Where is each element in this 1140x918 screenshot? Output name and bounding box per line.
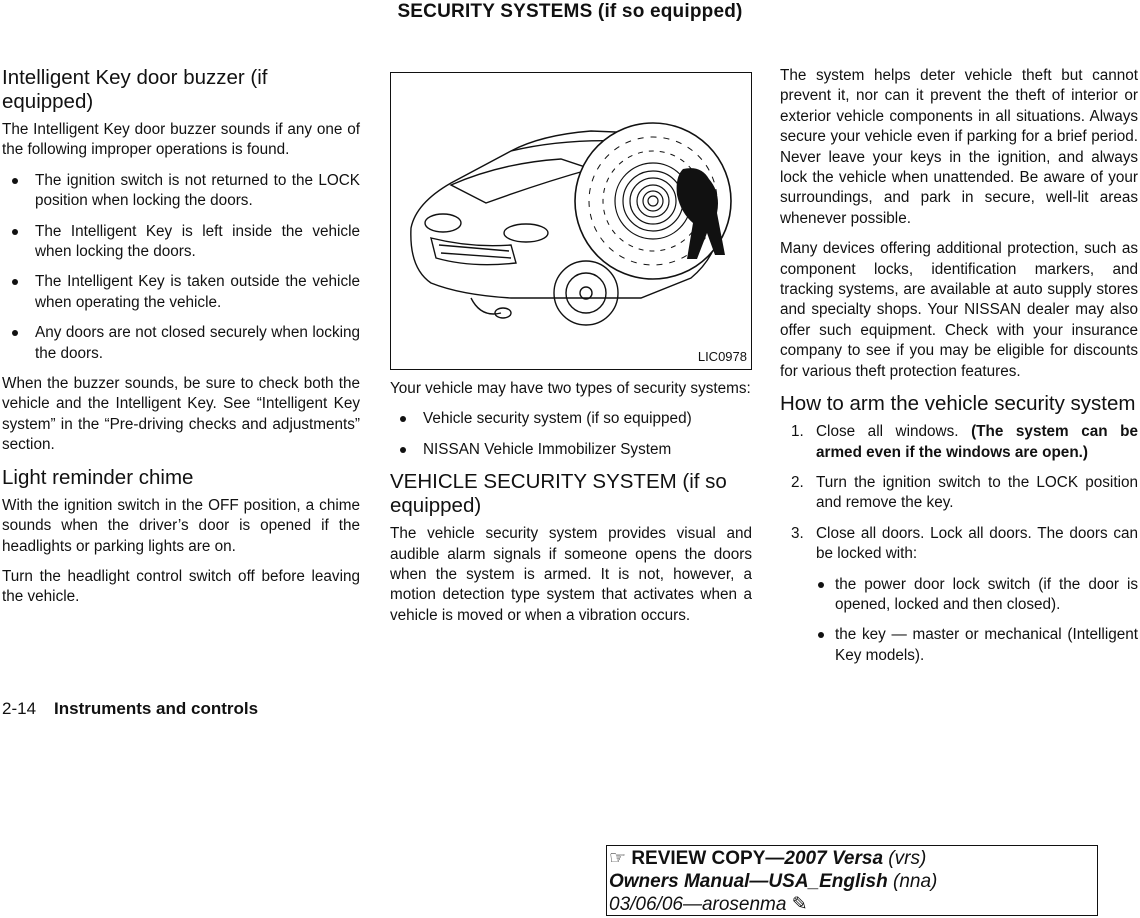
list-item: NISSAN Vehicle Immobilizer System bbox=[390, 440, 752, 460]
security-intro: Your vehicle may have two types of security systems: bbox=[390, 380, 751, 397]
car-alarm-drawing bbox=[391, 73, 751, 369]
headlight bbox=[504, 224, 548, 242]
windshield bbox=[451, 159, 591, 203]
pointing-hand-icon: ☞ bbox=[609, 848, 627, 869]
chime-p2: Turn the headlight control switch off before leaving the vehicle. bbox=[2, 567, 360, 606]
vss-text: The vehicle security system provides visual and audible alarm signals if someone opens the doors when the system is armed. It is not, however, a motion detection type system that activates when a vehicle is moved or when a vibration occurs. bbox=[390, 525, 752, 624]
list-item: The Intelligent Key is taken outside the vehicle when operating the vehicle. bbox=[2, 272, 360, 313]
list-item: The Intelligent Key is left inside the vehicle when locking the doors. bbox=[2, 222, 360, 263]
chime-p1: With the ignition switch in the OFF position, a chime sounds when the driver’s door is opened if the headlights or parking lights are on. bbox=[2, 496, 360, 555]
step-item: 2. Turn the ignition switch to the LOCK position and remove the key. bbox=[791, 473, 1138, 512]
list-item: the key — master or mechanical (Intelligent Key models). bbox=[816, 625, 1138, 666]
buzzer-heading: Intelligent Key door buzzer (if equipped) bbox=[2, 66, 268, 113]
review-copy-box: ☞ REVIEW COPY—2007 Versa (vrs) Owners Manual—USA_English (nna) 03/06/06—arosenma ✎ bbox=[606, 845, 1098, 916]
list-item: the power door lock switch (if the door is opened, locked and then closed). bbox=[816, 575, 1138, 616]
step-note: (The system can be armed even if the windows are open.) bbox=[816, 423, 1139, 461]
security-types-list bbox=[390, 409, 752, 460]
page-footer bbox=[2, 699, 258, 719]
page-header: SECURITY SYSTEMS (if so equipped) bbox=[397, 1, 743, 22]
arm-steps bbox=[780, 422, 1138, 666]
list-item: Vehicle security system (if so equipped) bbox=[390, 409, 752, 429]
devices-paragraph: Many devices offering additional protection, such as component locks, identification markers, and tracking systems, are available at auto supply stores and specialty shops. Your NISSAN dealer may also offer such equipment. Check with your insurance company to see if you may be eligible for discounts for various theft protection features. bbox=[780, 240, 1138, 380]
car-illustration bbox=[390, 72, 752, 370]
column-right bbox=[780, 66, 1138, 676]
buzzer-intro: The Intelligent Key door buzzer sounds if any one of the following improper operations is found. bbox=[2, 121, 360, 159]
vss-heading: VEHICLE SECURITY SYSTEM (if so equipped) bbox=[390, 470, 727, 518]
arm-heading: How to arm the vehicle security system bbox=[780, 392, 1136, 416]
list-item: Any doors are not closed securely when locking the doors. bbox=[2, 323, 360, 364]
buzzer-after: When the buzzer sounds, be sure to check both the vehicle and the Intelligent Key. See “Intelligent Key system” in the “Pre-driving checks and adjustments” section. bbox=[2, 375, 360, 454]
step-item: 3. Close all doors. Lock all doors. The doors can be locked with: the power door lock switch (if the door is opened, locked and then closed). the key — master or mechanical (Intelligent Key models). bbox=[780, 524, 1138, 666]
figure-label: LIC0978 bbox=[697, 348, 747, 364]
list-item: The ignition switch is not returned to the LOCK position when locking the doors. bbox=[2, 171, 360, 212]
column-left bbox=[2, 66, 360, 618]
writing-hand-icon: ✎ bbox=[791, 894, 808, 915]
wheel bbox=[554, 261, 618, 325]
column-middle bbox=[390, 66, 752, 636]
deter-paragraph: The system helps deter vehicle theft but cannot prevent it, nor can it prevent the theft of interior or exterior vehicle components in all situations. Always secure your vehicle even if parking for a brief period. Never leave your keys in the ignition, and always lock the vehicle when unattended. Be aware of your surroundings, and park in secure, well-lit areas whenever possible. bbox=[780, 67, 1138, 227]
chime-heading: Light reminder chime bbox=[2, 465, 194, 489]
step-item: 1. Close all windows. (The system can be armed even if the windows are open.) bbox=[791, 423, 1139, 461]
grille bbox=[431, 238, 516, 265]
headlight bbox=[425, 214, 461, 232]
section-name: Instruments and controls bbox=[54, 699, 259, 718]
lock-method-list bbox=[816, 575, 1138, 667]
page-number: 2-14 bbox=[2, 699, 37, 718]
buzzer-list bbox=[2, 171, 360, 364]
